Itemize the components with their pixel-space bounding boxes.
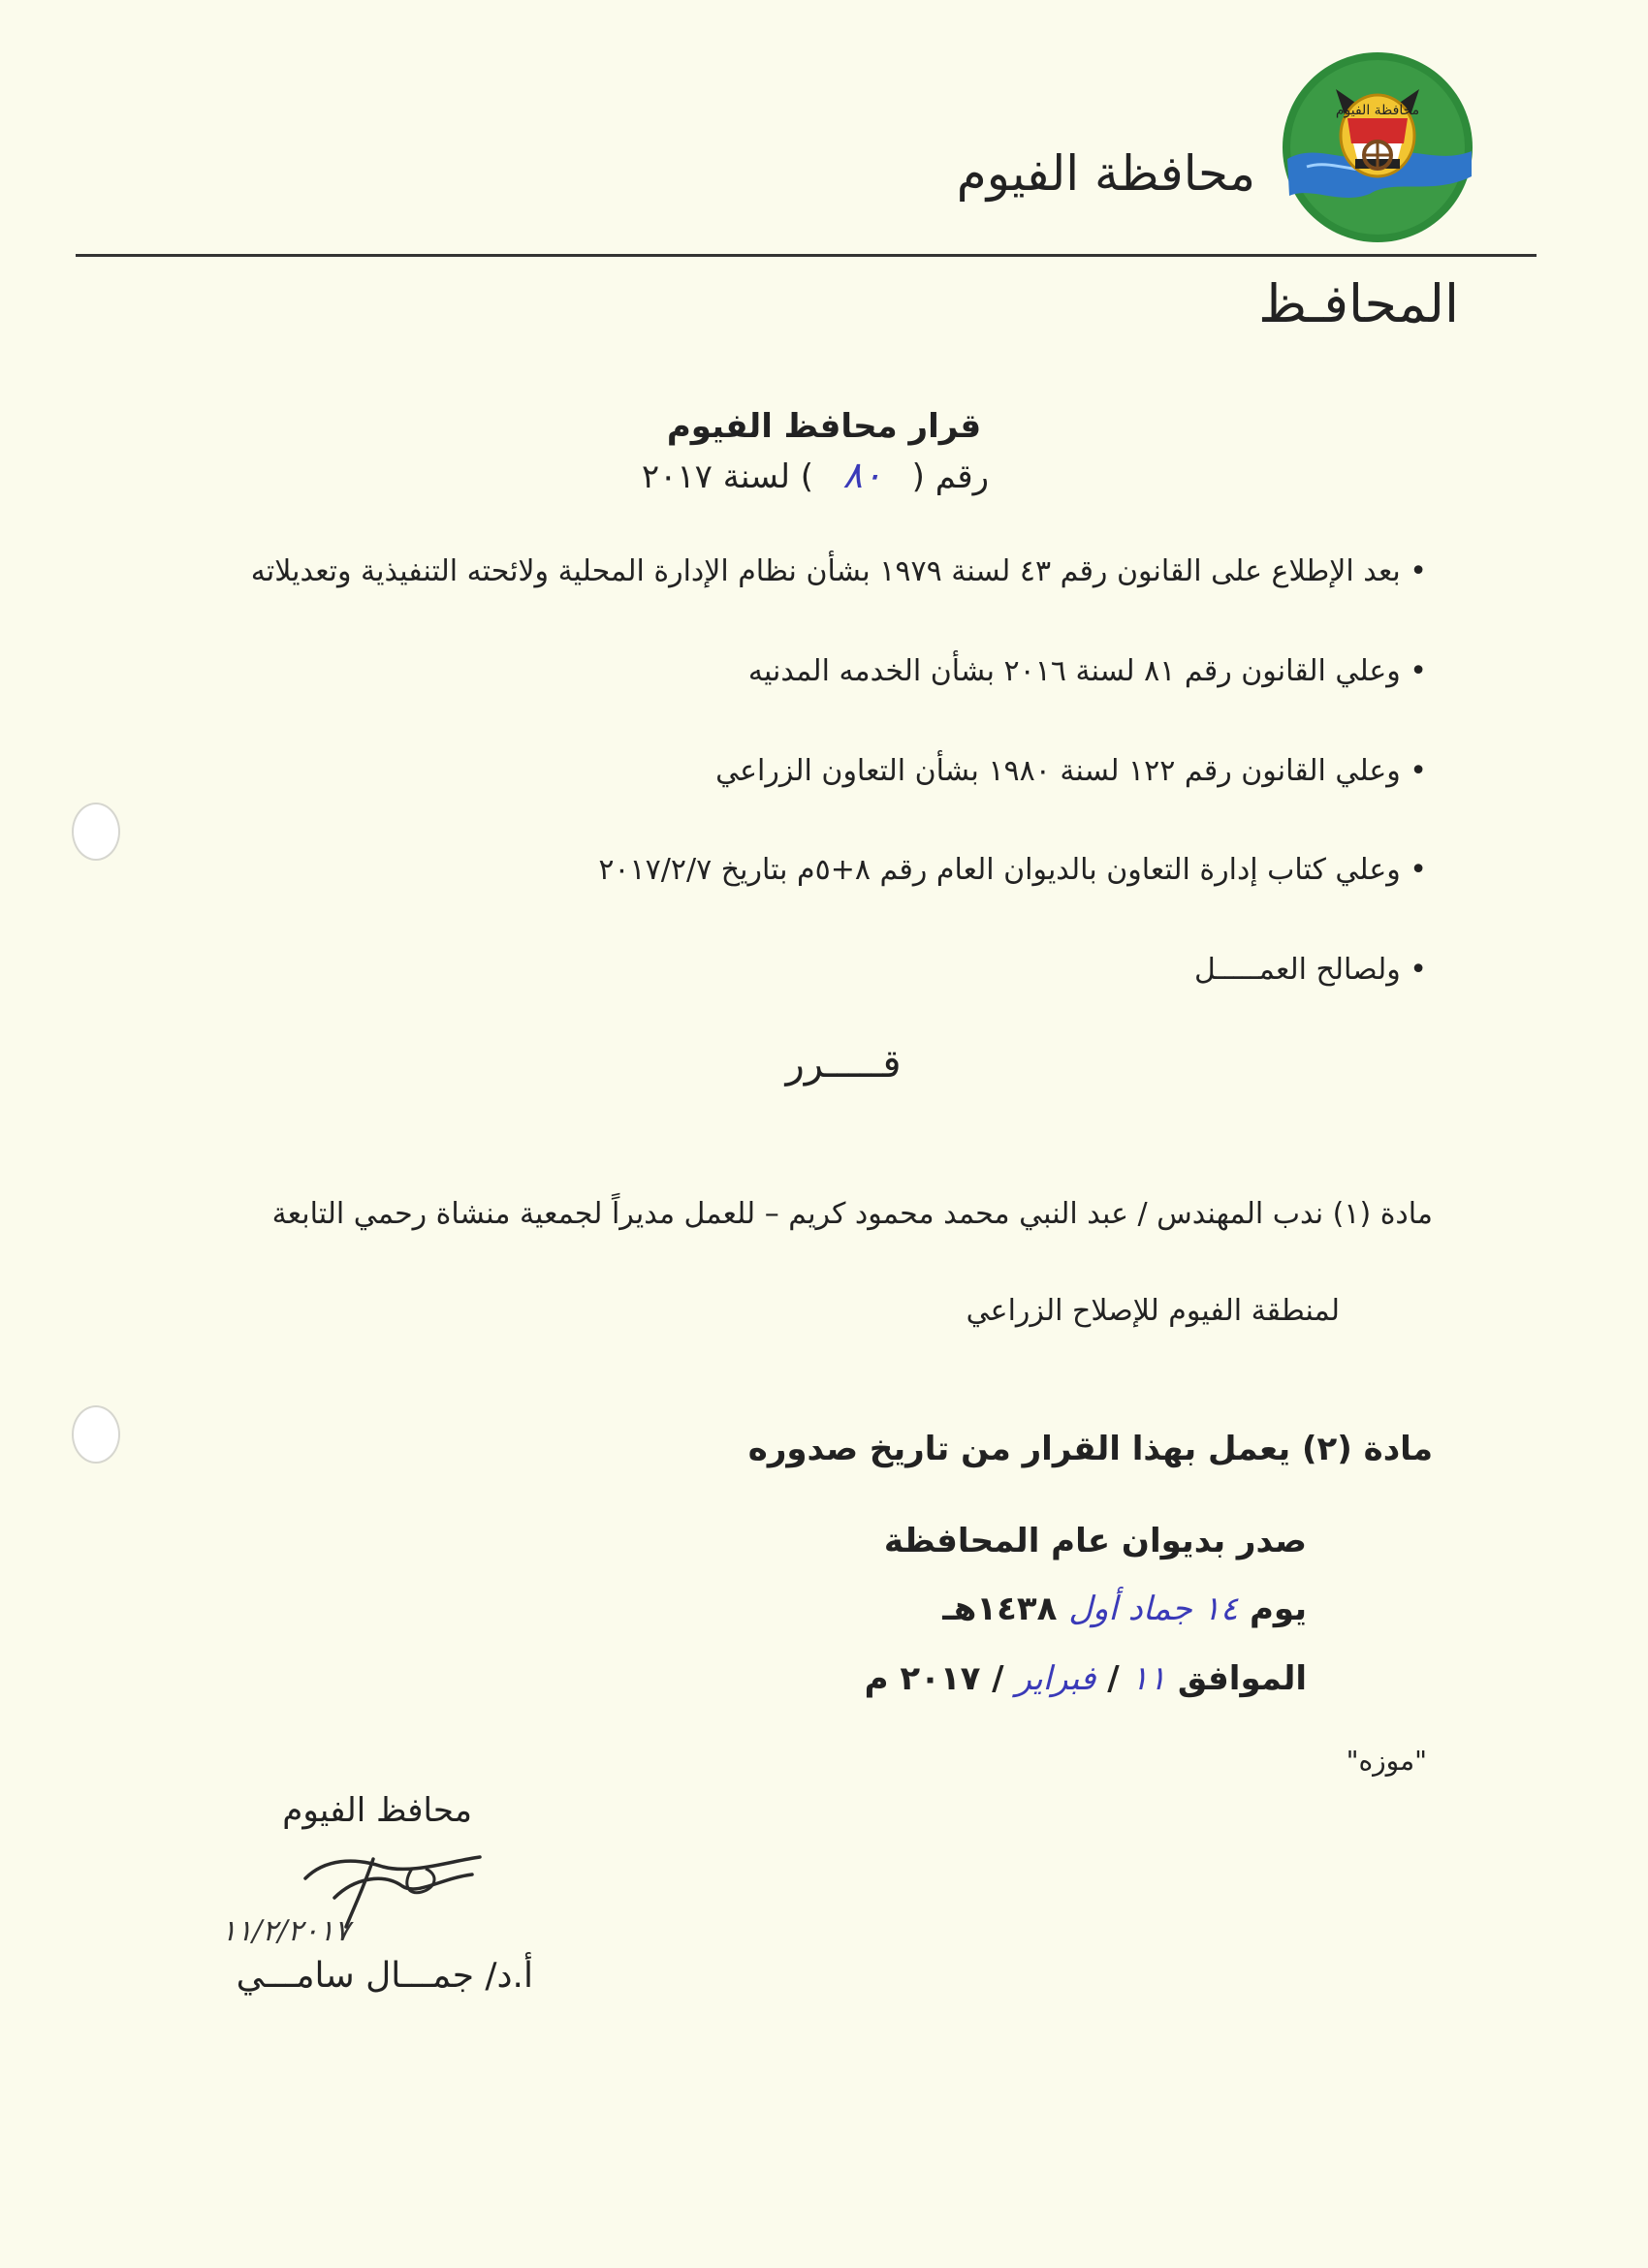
resolved-heading: قـــــرر xyxy=(785,1042,902,1087)
decree-number-handwritten: ٨٠ xyxy=(842,454,883,496)
greg-month-handwritten: فبراير xyxy=(1015,1659,1096,1698)
governorate-name: محافظة الفيوم xyxy=(956,145,1255,202)
corresponding-label: الموافق xyxy=(1177,1659,1307,1698)
day-label: يوم xyxy=(1249,1590,1307,1628)
governorate-emblem-icon xyxy=(1278,50,1477,244)
greg-year: / ٢٠١٧ م xyxy=(864,1659,1004,1698)
hijri-date-line xyxy=(942,1590,1307,1628)
preamble-item: • ولصالح العمـــــل xyxy=(1193,953,1427,987)
emblem-label: محافظة الفيوم xyxy=(1335,103,1420,118)
signatory-name: أ.د/ جمـــال سامـــي xyxy=(236,1956,533,1996)
article-1-continuation: لمنطقة الفيوم للإصلاح الزراعي xyxy=(966,1294,1340,1328)
hole-punch xyxy=(72,803,120,861)
header-divider xyxy=(76,254,1537,257)
number-suffix: ) لسنة ٢٠١٧ xyxy=(641,457,813,496)
article-1: مادة (١) ندب المهندس / عبد النبي محمد محمود كريم – للعمل مديراً لجمعية منشاة رحمي التابعة xyxy=(271,1197,1433,1231)
hijri-day-handwritten: ١٤ جماد أول xyxy=(1068,1590,1239,1628)
decree-number-line xyxy=(642,454,989,496)
signatory-title: محافظ الفيوم xyxy=(282,1791,472,1830)
slash: / xyxy=(1107,1659,1120,1698)
issued-place: صدر بديوان عام المحافظة xyxy=(883,1522,1307,1560)
preamble-item: • بعد الإطلاع على القانون رقم ٤٣ لسنة ١٩٧٩ بشأن نظام الإدارة المحلية ولائحته التنفيذية وتعديلاته xyxy=(250,554,1427,588)
office-title: المحافـظ xyxy=(1258,273,1459,334)
hijri-year: ١٤٣٨هـ xyxy=(942,1590,1058,1628)
number-prefix: رقم ( xyxy=(911,457,989,496)
decree-title: قرار محافظ الفيوم xyxy=(666,407,982,446)
hole-punch xyxy=(72,1405,120,1464)
preamble-item: • وعلي القانون رقم ١٢٢ لسنة ١٩٨٠ بشأن التعاون الزراعي xyxy=(715,754,1427,788)
gregorian-date-line xyxy=(865,1659,1307,1698)
greg-day-handwritten: ١١ xyxy=(1130,1659,1167,1698)
signature-date-handwritten: ١١/٢/٢٠١٧ xyxy=(221,1914,351,1948)
preamble-item: • وعلي كتاب إدارة التعاون بالديوان العام رقم ٨+٥م بتاريخ ٢٠١٧/٢/٧ xyxy=(598,853,1427,887)
clerk-initial: "موزه" xyxy=(1346,1745,1427,1777)
preamble-item: • وعلي القانون رقم ٨١ لسنة ٢٠١٦ بشأن الخدمه المدنيه xyxy=(747,654,1427,688)
article-2: مادة (٢) يعمل بهذا القرار من تاريخ صدوره xyxy=(747,1430,1433,1468)
